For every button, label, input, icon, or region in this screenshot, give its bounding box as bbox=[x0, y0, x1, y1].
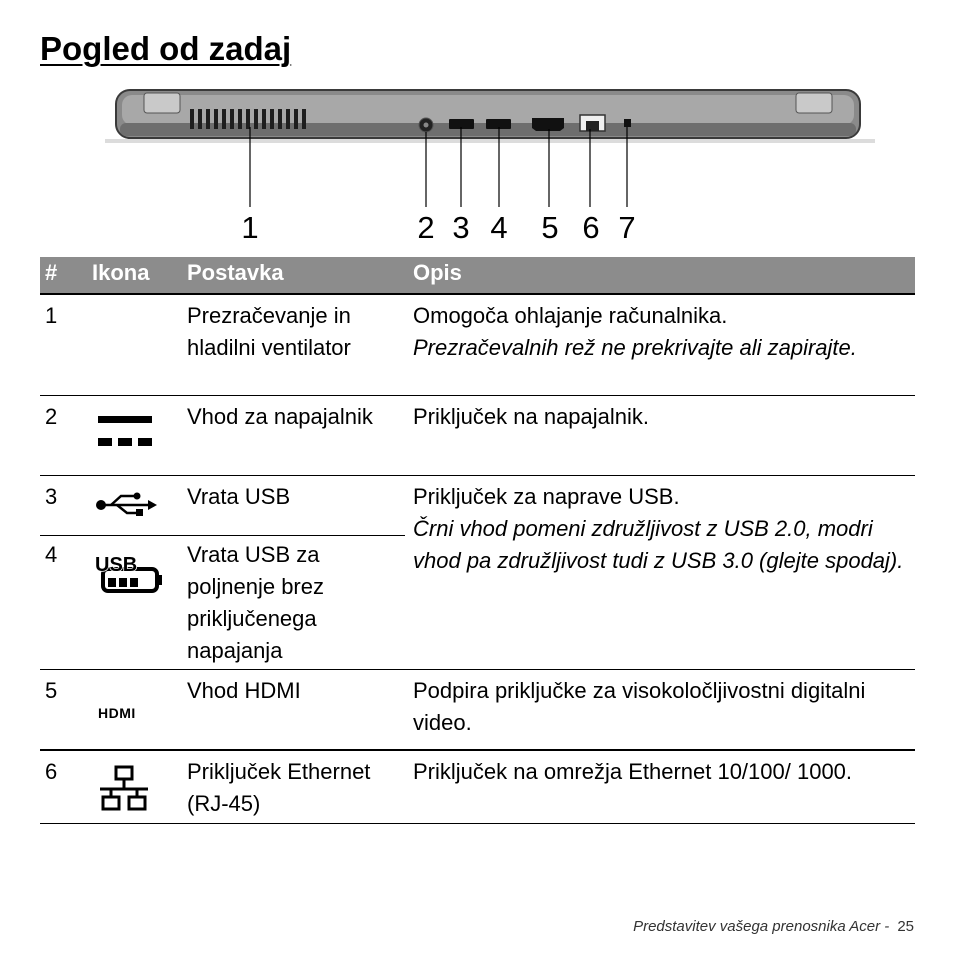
row-description: Priključek na napajalnik. bbox=[413, 404, 650, 429]
row-number: 1 bbox=[45, 303, 58, 328]
table-row-group bbox=[40, 476, 915, 670]
callout-number: 2 bbox=[417, 210, 435, 245]
callout-number: 4 bbox=[490, 210, 508, 245]
row-item: Vhod za napajalnik bbox=[187, 404, 373, 429]
ethernet-icon bbox=[98, 765, 150, 820]
header-item: Postavka bbox=[187, 260, 284, 285]
row-description: Omogoča ohlajanje računalnika. bbox=[413, 303, 728, 328]
table-row bbox=[40, 396, 915, 476]
row-number: 3 bbox=[45, 484, 58, 509]
header-description: Opis bbox=[413, 260, 462, 285]
table-row bbox=[40, 750, 915, 824]
dc-power-icon bbox=[95, 414, 155, 463]
hdmi-icon bbox=[98, 698, 158, 730]
ports-table bbox=[40, 257, 915, 824]
row-number: 6 bbox=[45, 759, 58, 784]
callout-number: 5 bbox=[541, 210, 559, 245]
row-note: Prezračevalnih rež ne prekrivajte ali zapirajte. bbox=[413, 335, 857, 360]
row-number: 5 bbox=[45, 678, 58, 703]
hdmi-icon-label: HDMI bbox=[98, 705, 136, 721]
callout-number: 3 bbox=[452, 210, 470, 245]
header-icon: Ikona bbox=[92, 260, 150, 285]
callout-number: 7 bbox=[618, 210, 636, 245]
header-number: # bbox=[45, 260, 58, 285]
usb-charging-icon bbox=[93, 551, 163, 604]
row-divider bbox=[40, 535, 405, 536]
row-number: 2 bbox=[45, 404, 58, 429]
footer-text: Predstavitev vašega prenosnika Acer - bbox=[633, 918, 890, 935]
row-number: 4 bbox=[45, 542, 58, 567]
table-header-row bbox=[40, 257, 915, 293]
row-item: Vrata USB za poljnenje brez priključenega napajanja bbox=[187, 542, 324, 663]
row-description-cell bbox=[413, 481, 913, 577]
laptop-rear-view-illustration bbox=[100, 85, 880, 215]
page-title: Pogled od zadaj bbox=[40, 30, 292, 67]
row-description: Podpira priključke za visokoločljivostni digitalni video. bbox=[413, 678, 866, 735]
row-item: Vhod HDMI bbox=[187, 678, 301, 703]
usb-charging-icon-label: USB bbox=[95, 554, 138, 576]
row-item: Prezračevanje in hladilni ventilator bbox=[187, 303, 351, 360]
row-description: Priključek na omrežja Ethernet 10/100/ 1000. bbox=[413, 759, 853, 784]
page-footer bbox=[633, 918, 914, 935]
vent-grille bbox=[190, 109, 306, 129]
row-item: Priključek Ethernet (RJ-45) bbox=[187, 759, 371, 816]
usb-icon bbox=[95, 490, 157, 527]
row-description: Priključek za naprave USB. bbox=[413, 484, 680, 509]
callout-number: 1 bbox=[241, 210, 259, 245]
callout-number: 6 bbox=[582, 210, 600, 245]
row-note: Črni vhod pomeni združljivost z USB 2.0, modri vhod pa združljivost tudi z USB 3.0 (glejte spodaj). bbox=[413, 516, 904, 573]
page-number: 25 bbox=[897, 918, 914, 935]
row-description-cell bbox=[413, 300, 913, 364]
row-item: Vrata USB bbox=[187, 484, 291, 509]
table-row bbox=[40, 295, 915, 396]
table-row bbox=[40, 670, 915, 750]
